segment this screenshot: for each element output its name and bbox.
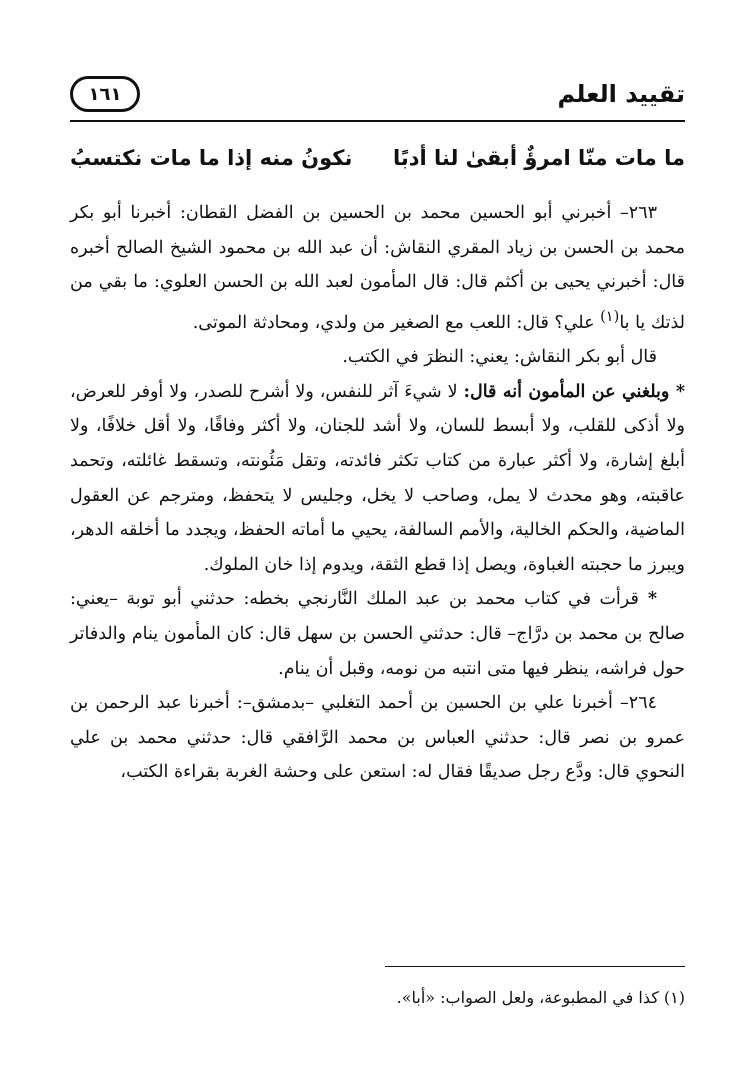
footnote-reference: (١): [600, 307, 620, 325]
verse-second-hemistich: نكونُ منه إذا ما مات نكتسبُ: [70, 146, 353, 170]
paragraph-lead: وبلغني عن المأمون أنه قال:: [463, 381, 670, 402]
paragraph-mamun-saying: [70, 375, 685, 583]
running-title: تقييد العلم: [557, 80, 685, 108]
poetry-verse: [70, 146, 685, 186]
footnote: (١) كذا في المطبوعة، ولعل الصواب: «أبا».: [396, 988, 685, 1007]
paragraph-263-text: ٢٦٣– أخبرني أبو الحسين محمد بن الحسين بن الفضل القطان: أخبرنا أبو بكر محمد بن الحسن بن زياد المقري النقاش: أن عبد الله بن محمود الشيخ الصالح أخبره قال: أخبرني يحيى بن أكثم قال: قال المأمون لعبد الله بن الحسن العلوي: ما بقي من لذتك يا با: [70, 203, 685, 333]
verse-first-hemistich: ما مات منّا امرؤٌ أبقىٰ لنا أدبًا: [392, 146, 685, 170]
star-marker: *: [669, 381, 685, 402]
paragraph-mamun-saying-text: لا شيءَ آثر للنفس، ولا أشرح للصدر، ولا أوفر للعرض، ولا أذكى للقلب، ولا أبسط للسان، ولا أشد للجنان، ولا أكثر وفاقًا، ولا أقل خلافًا، ولا أبلغ إشارة، ولا أكثر عبارة من كتاب تكثر فائدته، وتقل مَئُونته، وتسقط غائلته، وتحمد عاقبته، وهو محدث لا يمل، وصاحب لا يخل، وجليس لا يتحفظ، ومترجم عن العقول الماضية، والحكم الخالية، والأمم السالفة، يحيي ما أماته الحفظ، ويجدد ما أخلقه الدهر، ويبرز ما حجبته الغباوة، ويصل إذا قطع الثقة، ويدوم إذا خان الملوك.: [70, 381, 685, 575]
paragraph-narinji: [70, 582, 685, 686]
page-number: ١٦١: [70, 76, 140, 112]
star-marker: *: [638, 589, 657, 610]
paragraph-naqqash-note: قال أبو بكر النقاش: يعني: النظرَ في الكتب.: [342, 347, 657, 368]
body-text: [70, 196, 685, 790]
header-rule: [70, 120, 685, 122]
running-header: [70, 74, 685, 114]
paragraph-263: [70, 196, 685, 340]
paragraph-263-tail: علي؟ قال: اللعب مع الصغير من ولدي، ومحادثة الموتى.: [192, 312, 601, 333]
footnote-rule: [385, 966, 685, 967]
paragraph-narinji-text: قرأت في كتاب محمد بن عبد الملك النَّارنجي بخطه: حدثني أبو توبة –يعني: صالح بن محمد بن درَّاج– قال: حدثني الحسن بن سهل قال: كان المأمون ينام والدفاتر حول فراشه، ينظر فيها متى انتبه من نومه، وقبل أن ينام.: [70, 589, 685, 679]
paragraph-264: ٢٦٤– أخبرنا علي بن الحسين بن أحمد التغلبي –بدمشق–: أخبرنا عبد الرحمن بن عمرو بن نصر قال: حدثني العباس بن محمد الرَّافقي قال: حدثني محمد بن علي النحوي قال: ودَّع رجل صديقًا فقال له: استعن على وحشة الغربة بقراءة الكتب،: [70, 693, 685, 783]
